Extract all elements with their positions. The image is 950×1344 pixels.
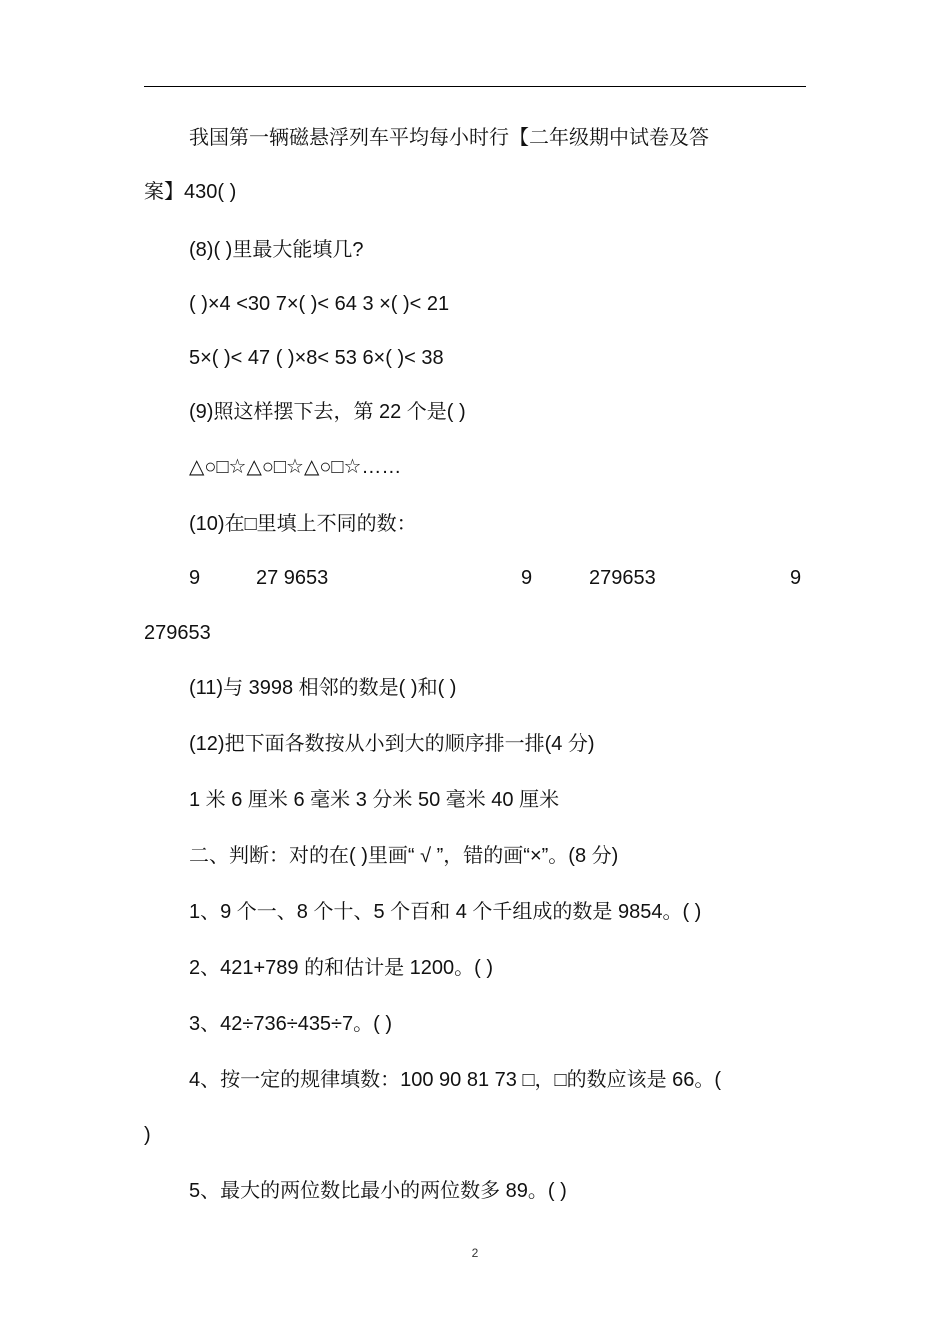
number-cell: 9	[521, 567, 533, 589]
number-cell: 9	[790, 567, 802, 589]
page-number: 2	[471, 1246, 479, 1260]
question-8-title: (8)( )里最大能填几?	[189, 239, 364, 261]
question-8-row-1: ( )×4 <30 7×( )< 64 3 ×( )< 21	[189, 293, 450, 315]
section-2-title: 二、判断：对的在( )里画“ √ ”，错的画“×”。(8 分)	[189, 845, 619, 867]
number-cell: 9	[189, 567, 201, 589]
number-cell: 279653	[589, 567, 656, 589]
judgement-3: 3、42÷736÷435÷7。( )	[189, 1013, 393, 1035]
judgement-4: 4、按一定的规律填数：100 90 81 73 □，□的数应该是 66。(	[189, 1069, 722, 1091]
question-11: (11)与 3998 相邻的数是( )和( )	[189, 677, 457, 699]
header-rule	[144, 86, 806, 87]
judgement-4-continuation: )	[144, 1124, 151, 1146]
paragraph-line: 我国第一辆磁悬浮列车平均每小时行【二年级期中试卷及答	[189, 127, 709, 149]
question-10-title: (10)在□里填上不同的数：	[189, 513, 417, 535]
question-12-items: 1 米 6 厘米 6 毫米 3 分米 50 毫米 40 厘米	[189, 789, 560, 811]
number-cell: 27 9653	[256, 567, 329, 589]
question-10-continuation: 279653	[144, 622, 211, 644]
judgement-2: 2、421+789 的和估计是 1200。( )	[189, 957, 494, 979]
question-12: (12)把下面各数按从小到大的顺序排一排(4 分)	[189, 733, 595, 755]
question-8-row-2: 5×( )< 47 ( )×8< 53 6×( )< 38	[189, 347, 444, 369]
judgement-5: 5、最大的两位数比最小的两位数多 89。( )	[189, 1180, 567, 1202]
question-9-title: (9)照这样摆下去，第 22 个是( )	[189, 401, 466, 423]
shape-sequence: △○□☆△○□☆△○□☆……	[189, 456, 402, 478]
judgement-1: 1、9 个一、8 个十、5 个百和 4 个千组成的数是 9854。( )	[189, 901, 702, 923]
paragraph-line: 案】430( )	[144, 181, 237, 203]
